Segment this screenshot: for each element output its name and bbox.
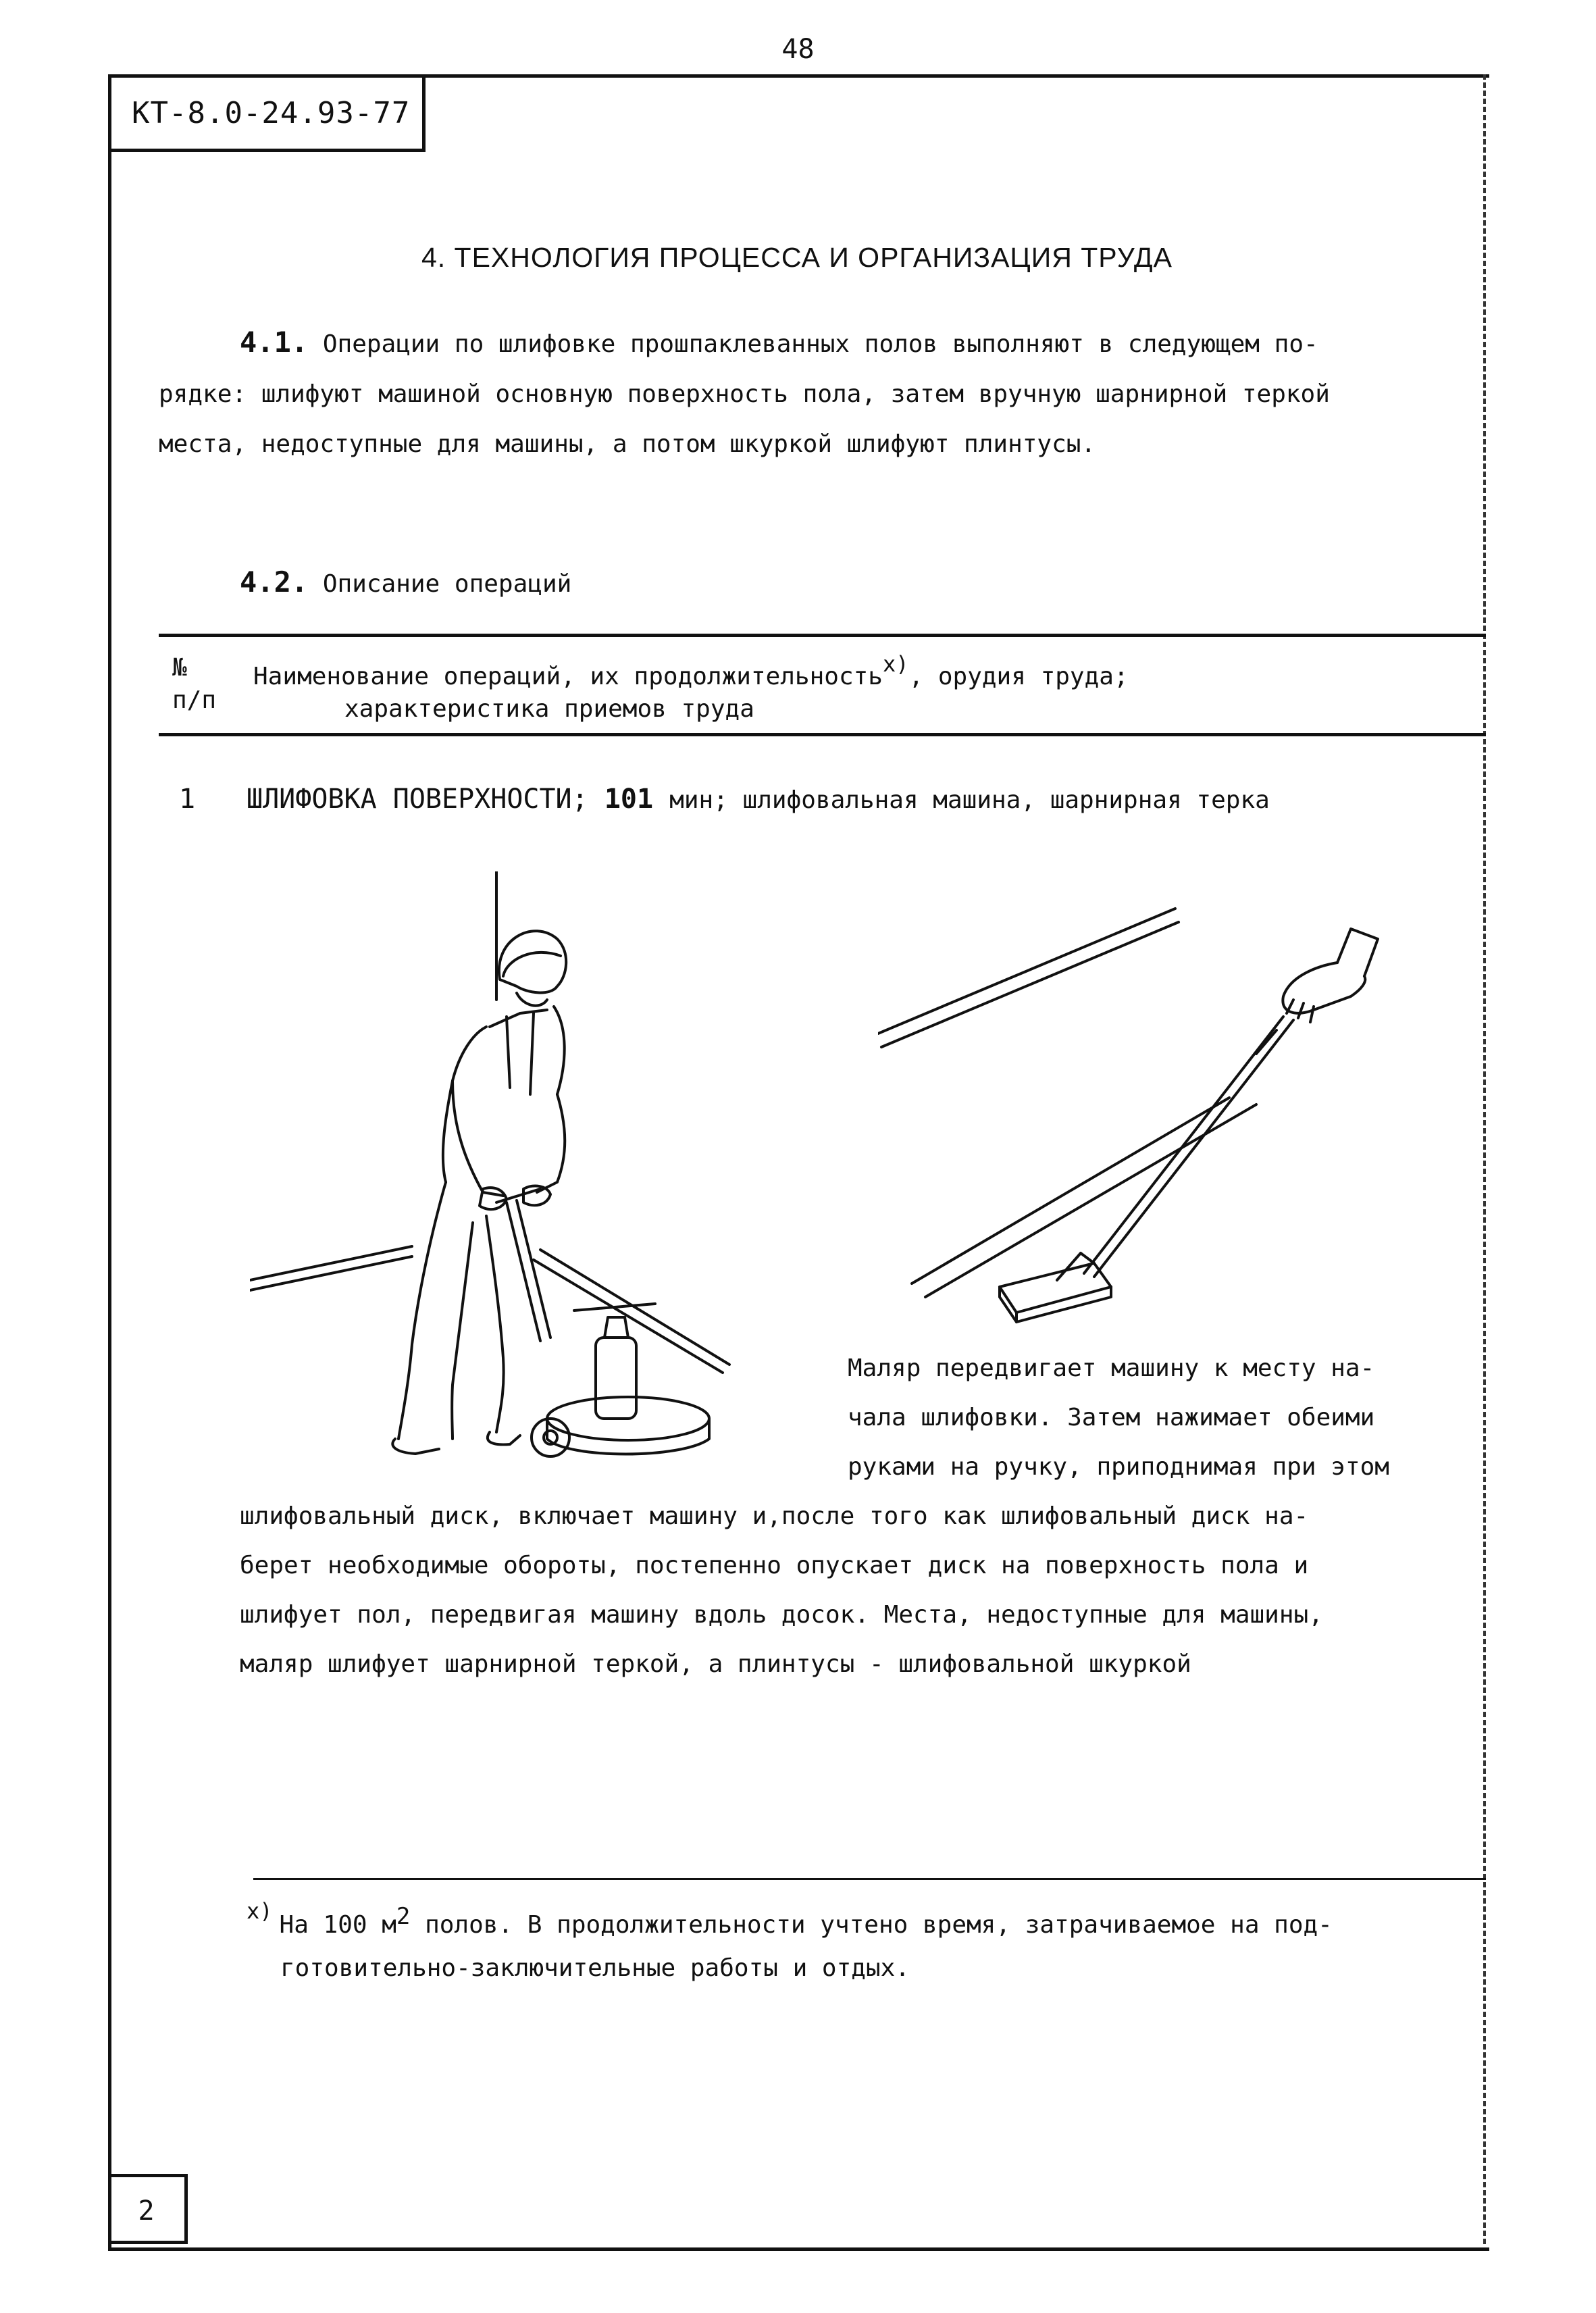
- column-number-header: [172, 652, 216, 717]
- description-line: шлифовальный диск, включает машину и,после того как шлифовальный диск на-: [240, 1502, 1309, 1530]
- operation-number: 1: [179, 784, 196, 815]
- document-code: КТ-8.0-24.93-77: [108, 74, 426, 152]
- paragraph-line: места, недоступные для машины, а потом шкуркой шлифуют плинтусы.: [159, 430, 1096, 458]
- paragraph-number: 4.1.: [240, 326, 309, 359]
- description-line: шлифует пол, передвигая машину вдоль досок. Места, недоступные для машины,: [240, 1601, 1323, 1629]
- paragraph-number: 4.2.: [240, 565, 309, 599]
- page-frame-right-edge: [1483, 74, 1486, 2244]
- footnote-text: На 100 м: [279, 1911, 396, 1939]
- column-number-label: №: [172, 654, 187, 682]
- description-line: руками на ручку, приподнимая при этом: [848, 1453, 1389, 1481]
- operation-tools: мин; шлифовальная машина, шарнирная терка: [669, 786, 1270, 814]
- footnote-marker: х): [247, 1898, 273, 1924]
- description-line: берет необходимые обороты, постепенно опускает диск на поверхность пола и: [240, 1552, 1309, 1579]
- operation-name: ШЛИФОВКА ПОВЕРХНОСТИ;: [247, 784, 588, 815]
- description-line: маляр шлифует шарнирной теркой, а плинтусы - шлифовальной шкуркой: [240, 1650, 1191, 1678]
- hinged-float-illustration: [878, 902, 1405, 1334]
- column-description-header: [253, 652, 1129, 726]
- paragraph-4-1: [159, 317, 1462, 469]
- worker-with-machine-illustration: [250, 871, 743, 1479]
- description-line: чала шлифовки. Затем нажимает обеими: [848, 1404, 1375, 1431]
- table-top-rule: [159, 634, 1486, 637]
- paragraph-line: Операции по шлифовке прошпаклеванных полов выполняют в следующем по-: [322, 330, 1318, 358]
- footnote-marker: х): [882, 651, 909, 677]
- operation-title: [247, 784, 1270, 815]
- footnote: [247, 1895, 1333, 1990]
- footnote-text: готовительно-заключительные работы и отдых.: [280, 1954, 910, 1982]
- column-description-label: характеристика приемов труда: [344, 695, 754, 723]
- footnote-superscript: 2: [396, 1903, 411, 1930]
- paragraph-text: Описание операций: [322, 570, 572, 598]
- section-title: 4. ТЕХНОЛОГИЯ ПРОЦЕССА И ОРГАНИЗАЦИЯ ТРУДА: [421, 242, 1173, 273]
- description-line: Маляр передвигает машину к месту на-: [848, 1354, 1375, 1382]
- footnote-text: полов. В продолжительности учтено время, затрачиваемое на под-: [410, 1911, 1333, 1939]
- sheet-number: 2: [108, 2174, 188, 2244]
- column-description-label: Наименование операций, их продолжительность: [253, 663, 883, 690]
- column-number-label: п/п: [172, 686, 217, 714]
- operation-duration: 101: [604, 784, 654, 815]
- page-number: 48: [781, 34, 815, 65]
- column-description-label: , орудия труда;: [908, 663, 1129, 690]
- paragraph-line: рядке: шлифуют машиной основную поверхность пола, затем вручную шарнирной теркой: [159, 380, 1330, 408]
- paragraph-4-2: [240, 557, 571, 609]
- footnote-rule: [253, 1878, 1486, 1880]
- table-header-rule: [159, 733, 1486, 736]
